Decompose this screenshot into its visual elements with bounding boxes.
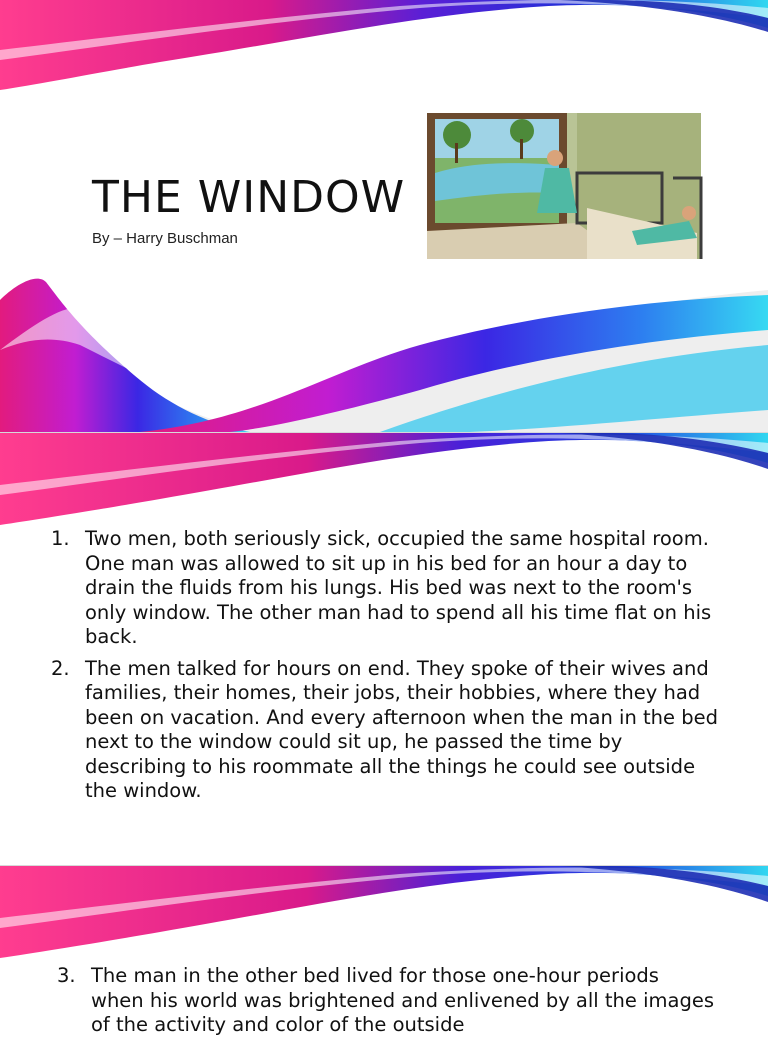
item-text: The man in the other bed lived for those one-hour periods when his world was brightened and enlivened by all the images of the activity and color of the outside [91,964,715,1036]
hospital-room-illustration [427,113,701,259]
item-number: 1. [51,527,70,550]
byline: By – Harry Buschman [92,230,238,247]
item-text: Two men, both seriously sick, occupied the same hospital room. One man was allowed to sit up in his bed for an hour a day to drain the fluids from his lungs. His bed was next to the room's only window. The other man had to spend all his time flat on his back. [85,527,712,648]
content-slide-2 [0,866,768,1036]
story-list [57,964,717,1045]
item-number: 3. [57,964,76,987]
item-text: The men talked for hours on end. They spoke of their wives and families, their homes, their jobs, their hobbies, where they had been on vacation. And every afternoon when the man in the bed next to the window could sit up, he passed the time by describing to his roommate all the things he could see outside the window. [85,656,718,802]
list-item [51,527,721,650]
content-slide-1 [0,433,768,865]
top-swoosh-decoration [0,866,768,966]
item-number: 2. [51,656,70,680]
story-list [51,527,721,811]
slide-title: THE WINDOW [92,172,406,223]
top-swoosh-decoration [0,433,768,533]
title-slide [0,0,768,432]
list-item [57,964,717,1038]
list-item [51,657,721,804]
